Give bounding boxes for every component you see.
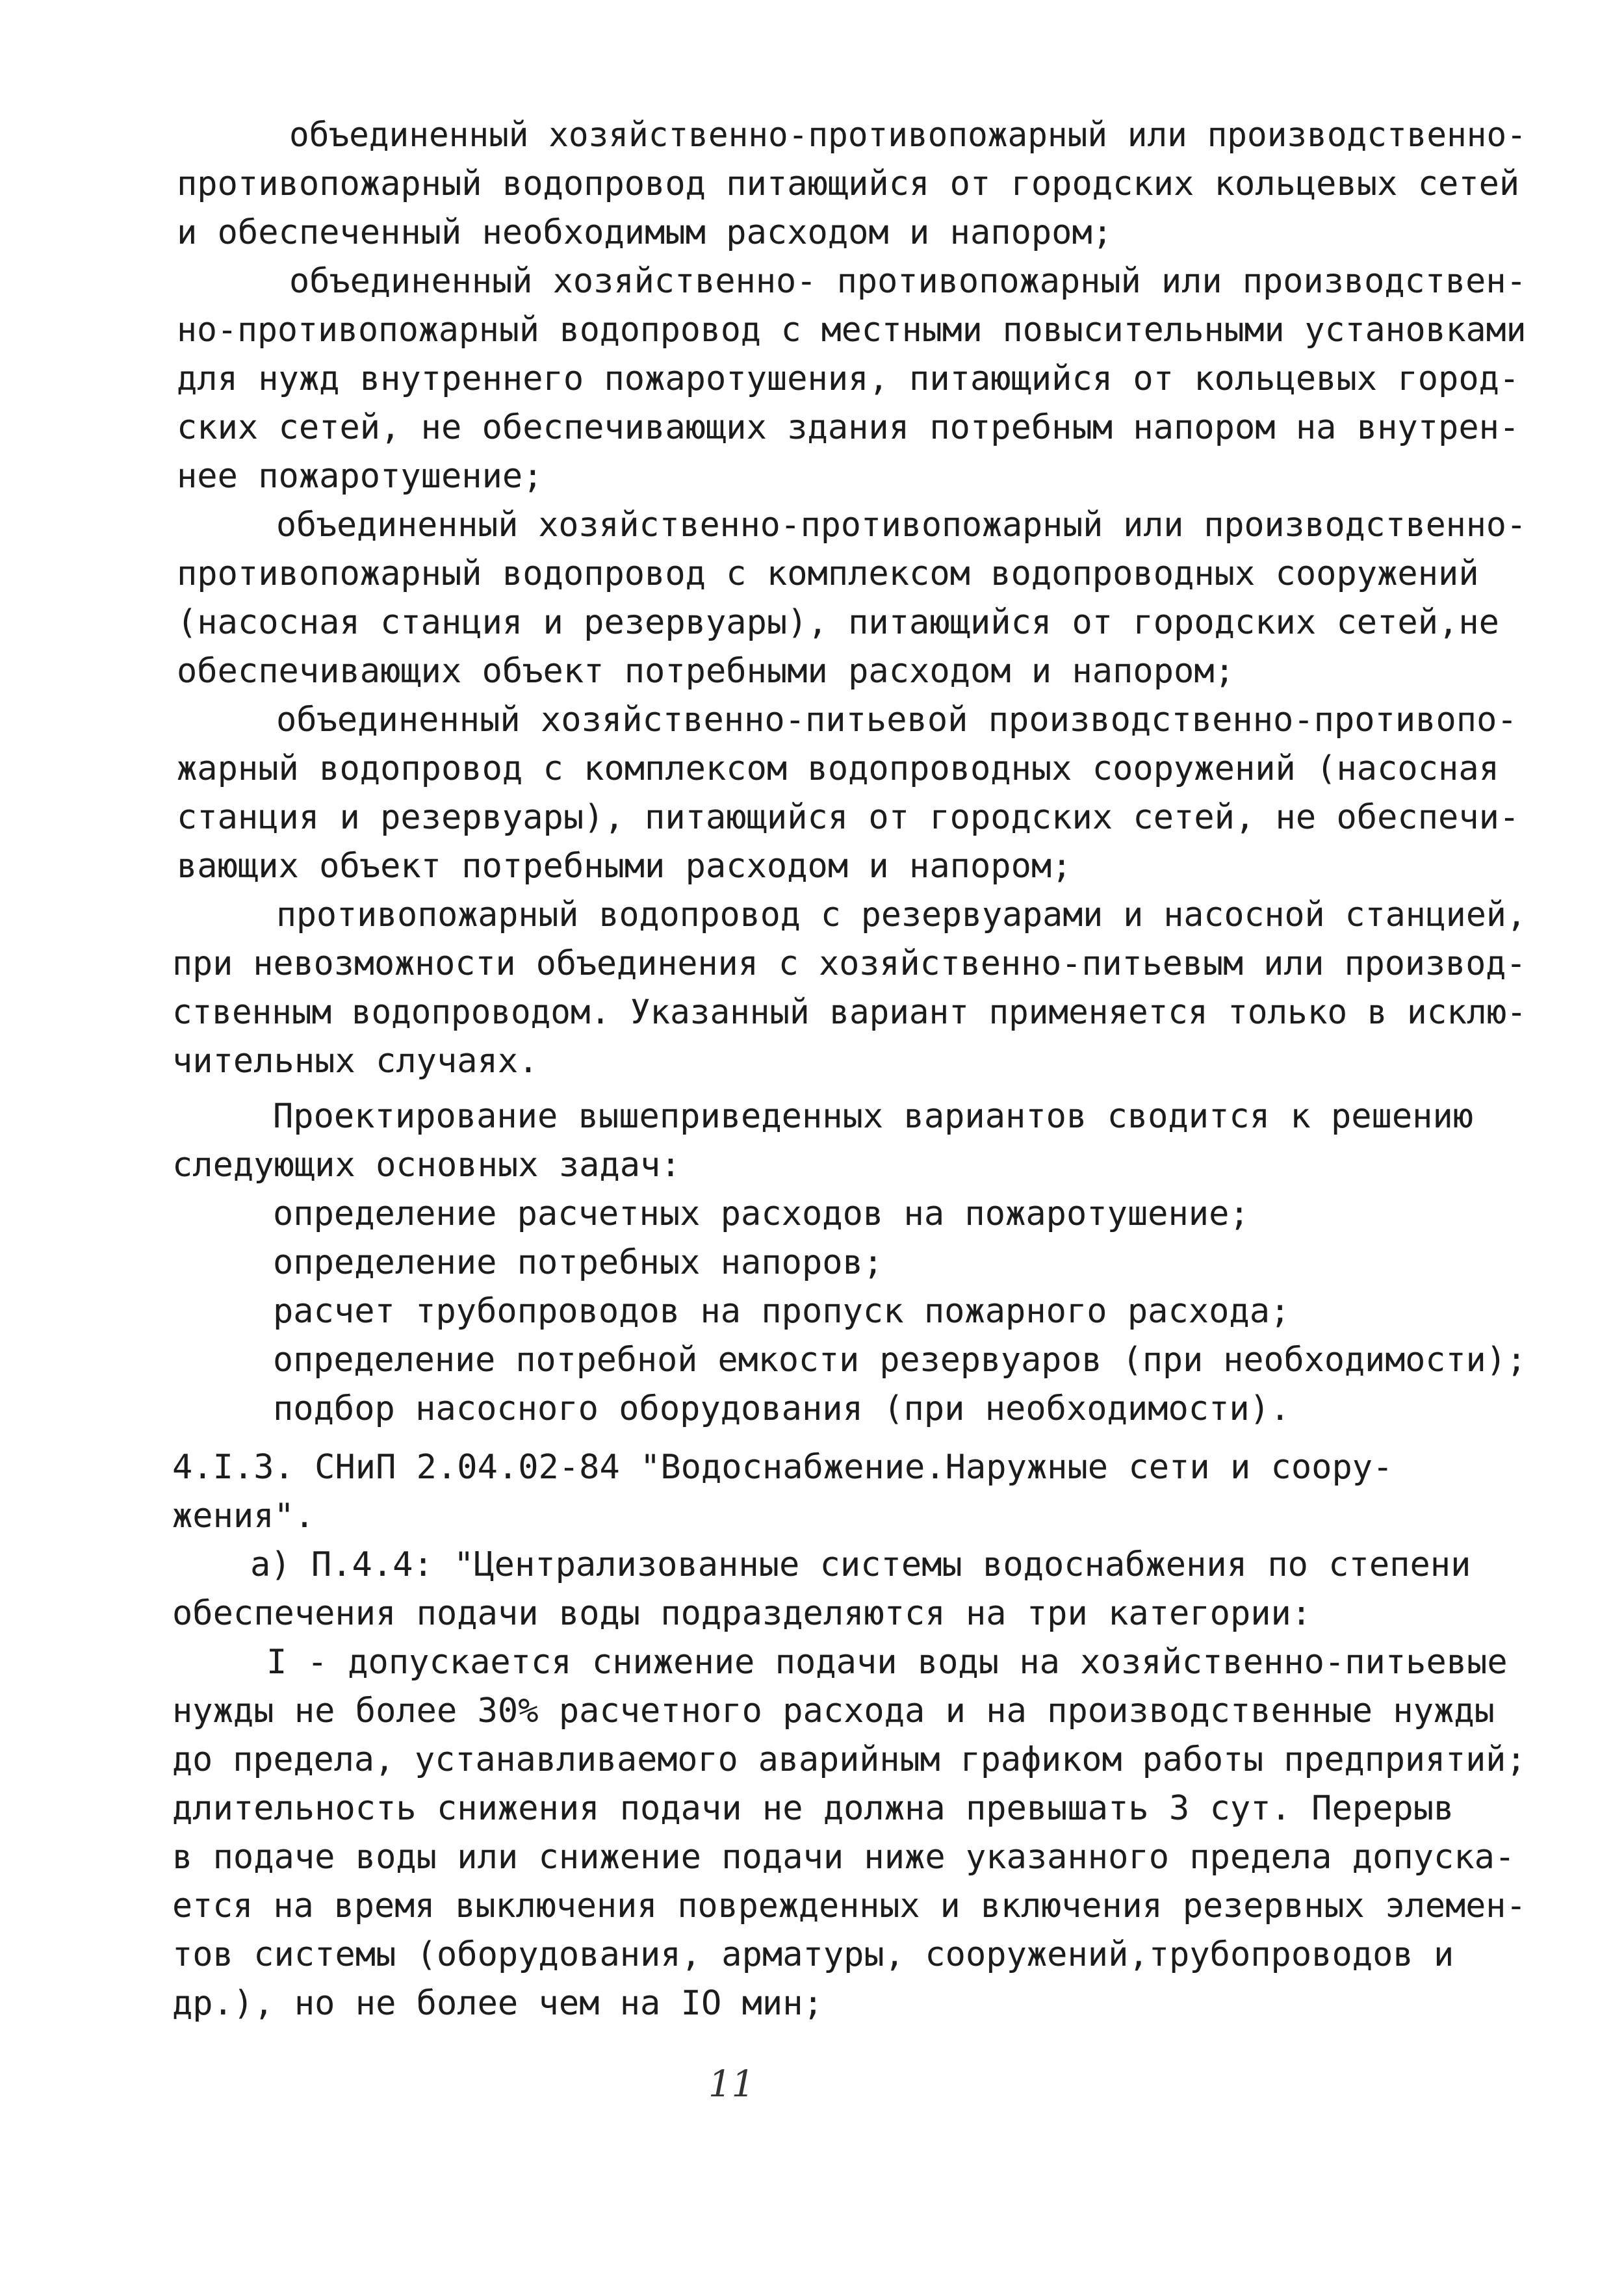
text-line: противопожарный водопровод с резервуарами и насосной станцией, [276, 895, 1527, 934]
text-line: в подаче воды или снижение подачи ниже указанного предела допуска- [172, 1838, 1515, 1877]
text-line: вающих объект потребными расходом и напором; [177, 847, 1072, 886]
text-line: определение потребной емкости резервуаров (при необходимости); [273, 1341, 1527, 1380]
text-line: обеспечения подачи воды подразделяются на три категории: [172, 1594, 1312, 1633]
text-line: объединенный хозяйственно-противопожарный или производственно- [276, 506, 1527, 545]
text-line: чительных случаях. [172, 1042, 539, 1081]
text-line: длительность снижения подачи не должна превышать 3 сут. Перерыв [172, 1789, 1454, 1828]
text-line: объединенный хозяйственно-питьевой производственно-противопо- [276, 701, 1517, 740]
text-line: нее пожаротушение; [177, 457, 543, 496]
text-line: и обеспеченный необходимым расходом и напором; [177, 213, 1113, 252]
text-line: для нужд внутреннего пожаротушения, питающийся от кольцевых город- [177, 359, 1520, 398]
text-line: но-противопожарный водопровод с местными повысительными установками [177, 311, 1527, 350]
text-line: определение потребных напоров; [273, 1243, 884, 1282]
text-line: (насосная станция и резервуары), питающийся от городских сетей,не [177, 603, 1499, 642]
text-line: подбор насосного оборудования (при необходимости). [273, 1389, 1291, 1428]
text-line: определение расчетных расходов на пожаротушение; [273, 1194, 1250, 1233]
text-line: следующих основных задач: [172, 1146, 681, 1185]
text-line: объединенный хозяйственно- противопожарный или производствен- [289, 262, 1527, 301]
text-line: а) П.4.4: "Централизованные системы водоснабжения по степени [250, 1545, 1471, 1584]
text-line: др.), но не более чем на IO мин; [172, 1984, 823, 2023]
text-line: объединенный хозяйственно-противопожарный или производственно- [289, 116, 1527, 155]
text-line: противопожарный водопровод с комплексом водопроводных сооружений [177, 554, 1479, 593]
text-line: обеспечивающих объект потребными расходом и напором; [177, 652, 1235, 691]
text-line: станция и резервуары), питающийся от городских сетей, не обеспечи- [177, 798, 1520, 837]
text-line: при невозможности объединения с хозяйственно-питьевым или производ- [172, 944, 1527, 983]
text-line: Проектирование вышеприведенных вариантов сводится к решению [273, 1097, 1474, 1136]
text-line: нужды не более 30% расчетного расхода и на производственные нужды [172, 1692, 1495, 1730]
text-line: ственным водопроводом. Указанный вариант применяется только в исклю- [172, 993, 1527, 1032]
text-line: ется на время выключения поврежденных и включения резервных элемен- [172, 1886, 1527, 1925]
text-line: I - допускается снижение подачи воды на хозяйственно-питьевые [266, 1643, 1508, 1682]
text-line: противопожарный водопровод питающийся от городских кольцевых сетей [177, 164, 1520, 203]
section-heading-line: 4.I.3. СНиП 2.04.02-84 "Водоснабжение.Наружные сети и соору- [172, 1448, 1393, 1487]
page-number: 11 [708, 2063, 755, 2105]
text-line: жения". [172, 1497, 315, 1536]
text-line: жарный водопровод с комплексом водопроводных сооружений (насосная [177, 749, 1499, 788]
text-line: тов системы (оборудования, арматуры, сооружений,трубопроводов и [172, 1935, 1454, 1974]
text-line: расчет трубопроводов на пропуск пожарного расхода; [273, 1292, 1291, 1331]
text-line: ских сетей, не обеспечивающих здания потребным напором на внутрен- [177, 408, 1520, 447]
text-line: до предела, устанавливаемого аварийным графиком работы предприятий; [172, 1740, 1527, 1779]
